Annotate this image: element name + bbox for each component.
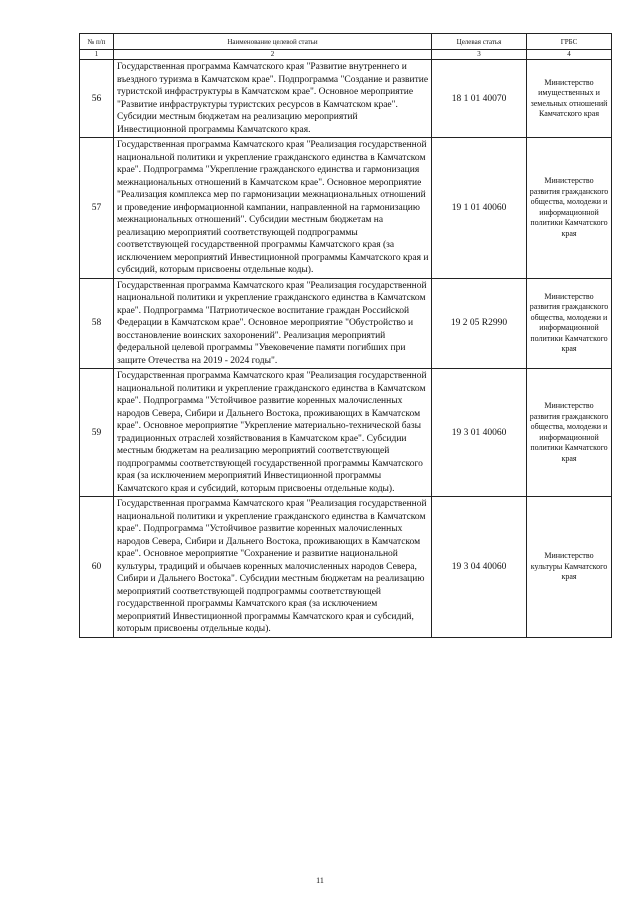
row-grbs: Министерство культуры Камчатского края <box>527 497 612 638</box>
table-row <box>80 278 612 369</box>
row-code: 19 3 04 40060 <box>432 497 527 638</box>
column-index: 2 <box>114 50 432 60</box>
column-index: 4 <box>527 50 612 60</box>
row-number: 58 <box>80 278 114 369</box>
budget-table <box>79 33 612 638</box>
row-grbs: Министерство развития гражданского общества, молодежи и информационной политики Камчатского края <box>527 369 612 497</box>
row-description: Государственная программа Камчатского края "Развитие внутреннего и въездного туризма в Камчатском крае". Подпрограмма "Создание и развитие туристской инфраструктуры в Камчатском крае". Основное мероприятие "Развитие инфраструктуры туристских ресурсов в Камчатском крае". Субсидии местным бюджетам на реализацию мероприятий Инвестиционной программы Камчатского края. <box>114 60 432 138</box>
table-row <box>80 60 612 138</box>
column-index: 3 <box>432 50 527 60</box>
row-number: 56 <box>80 60 114 138</box>
table-row <box>80 138 612 279</box>
row-code: 19 2 05 R2990 <box>432 278 527 369</box>
table-header-row <box>80 34 612 50</box>
row-number: 59 <box>80 369 114 497</box>
row-code: 19 1 01 40060 <box>432 138 527 279</box>
page-number: 11 <box>316 876 324 885</box>
header-code: Целевая статья <box>432 34 527 50</box>
column-index-row <box>80 50 612 60</box>
row-number: 57 <box>80 138 114 279</box>
table-row <box>80 369 612 497</box>
header-number: № п/п <box>80 34 114 50</box>
column-index: 1 <box>80 50 114 60</box>
header-name: Наименование целевой статьи <box>114 34 432 50</box>
row-code: 19 3 01 40060 <box>432 369 527 497</box>
row-description: Государственная программа Камчатского края "Реализация государственной национальной политики и укрепление гражданского единства в Камчатском крае". Подпрограмма "Укрепление гражданского единства и гармонизация межнациональных отношений в Камчатском крае". Основное мероприятие "Реализация комплекса мер по гармонизации межнациональных отношений и проведение информационной кампании, направленной на гармонизацию межнациональных отношений". Субсидии местным бюджетам на реализацию мероприятий соответствующей подпрограммы соответствующей государственной программы Камчатского края (за исключением мероприятий Инвестиционной программы Камчатского края и субсидий, которым присвоены отдельные коды). <box>114 138 432 279</box>
row-grbs: Министерство развития гражданского общества, молодежи и информационной политики Камчатского края <box>527 138 612 279</box>
row-description: Государственная программа Камчатского края "Реализация государственной национальной политики и укрепление гражданского единства в Камчатском крае". Подпрограмма "Устойчивое развитие коренных малочисленных народов Севера, Сибири и Дальнего Востока, проживающих в Камчатском крае". Основное мероприятие "Укрепление материально-технической базы традиционных отраслей хозяйствования в Камчатском крае". Субсидии местным бюджетам на реализацию мероприятий соответствующей подпрограммы соответствующей государственной программы Камчатского края (за исключением мероприятий Инвестиционной программы Камчатского края и субсидий, которым присвоены отдельные коды). <box>114 369 432 497</box>
table-row <box>80 497 612 638</box>
row-number: 60 <box>80 497 114 638</box>
row-code: 18 1 01 40070 <box>432 60 527 138</box>
header-grbs: ГРБС <box>527 34 612 50</box>
row-grbs: Министерство развития гражданского общества, молодежи и информационной политики Камчатского края <box>527 278 612 369</box>
row-grbs: Министерство имущественных и земельных отношений Камчатского края <box>527 60 612 138</box>
row-description: Государственная программа Камчатского края "Реализация государственной национальной политики и укрепление гражданского единства в Камчатском крае". Подпрограмма "Устойчивое развитие коренных малочисленных народов Севера, Сибири и Дальнего Востока, проживающих в Камчатском крае". Основное мероприятие "Сохранение и развитие национальной культуры, традиций и обычаев коренных малочисленных народов Севера, Сибири и Дальнего Востока". Субсидии местным бюджетам на реализацию мероприятий соответствующей подпрограммы соответствующей государственной программы Камчатского края (за исключением мероприятий Инвестиционной программы Камчатского края и субсидий, которым присвоены отдельные коды). <box>114 497 432 638</box>
row-description: Государственная программа Камчатского края "Реализация государственной национальной политики и укрепление гражданского единства в Камчатском крае". Подпрограмма "Патриотическое воспитание граждан Российской Федерации в Камчатском крае". Основное мероприятие "Обустройство и восстановление воинских захоронений". Реализация мероприятий федеральной целевой программы "Увековечение памяти погибших при защите Отечества на 2019 - 2024 годы". <box>114 278 432 369</box>
